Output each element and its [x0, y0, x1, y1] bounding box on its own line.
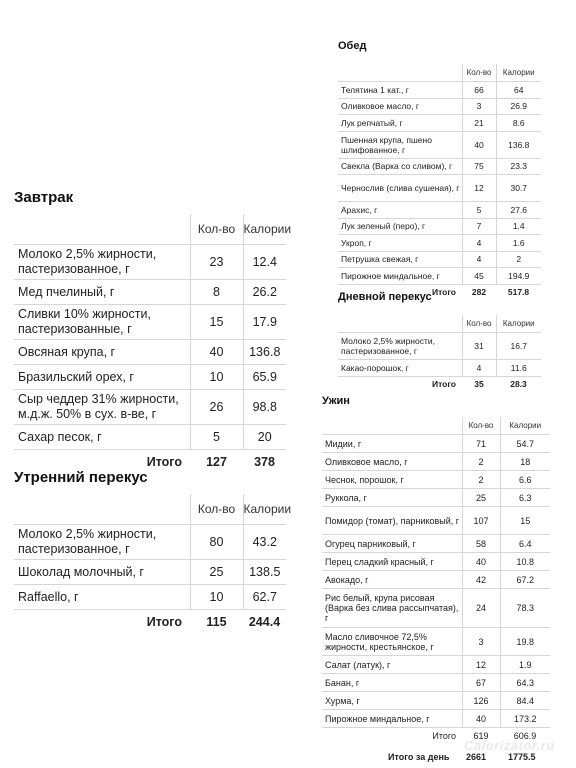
food-cal: 6.4 [500, 535, 550, 553]
qty-header: Кол-во [462, 417, 500, 435]
dinner-section [322, 395, 550, 744]
food-qty: 67 [462, 674, 500, 692]
food-name: Пирожное миндальное, г [322, 710, 462, 728]
food-cal: 54.7 [500, 435, 550, 453]
food-name: Рис белый, крупа рисовая (Варка без слива рассыпчатая), г [322, 589, 462, 628]
food-qty: 8 [190, 280, 243, 305]
afternoon-snack-section [338, 291, 541, 392]
total-label: Итого [146, 615, 182, 629]
food-qty: 75 [462, 158, 496, 175]
table-row [338, 251, 541, 268]
food-qty: 15 [190, 305, 243, 340]
food-qty: 10 [190, 365, 243, 390]
table-row [338, 98, 541, 115]
food-name: Огурец парниковый, г [322, 535, 462, 553]
cal-header: Калории [243, 214, 286, 245]
food-cal: 27.6 [496, 202, 541, 219]
food-qty: 45 [462, 268, 496, 285]
food-cal: 78.3 [500, 589, 550, 628]
total-label: Итого [146, 455, 182, 469]
food-cal: 20 [243, 425, 286, 450]
total-cal: 606.9 [513, 730, 537, 741]
cal-header: Калории [496, 315, 541, 333]
food-name: Оливковое масло, г [322, 453, 462, 471]
food-qty: 80 [190, 525, 243, 560]
total-qty: 35 [474, 379, 484, 390]
food-qty: 7 [462, 218, 496, 235]
food-qty: 5 [462, 202, 496, 219]
total-cal: 378 [254, 455, 275, 469]
food-name: Чернослив (слива сушеная), г [338, 175, 462, 202]
food-name: Сахар песок, г [14, 425, 190, 450]
table-row [322, 674, 550, 692]
table-row [322, 489, 550, 507]
day-total-label: Итого за день [388, 752, 450, 762]
food-cal: 136.8 [496, 131, 541, 158]
food-cal: 84.4 [500, 692, 550, 710]
food-name: Перец сладкий красный, г [322, 553, 462, 571]
food-name: Молоко 2,5% жирности, пастеризованное, г [338, 333, 462, 360]
table-row [14, 340, 286, 365]
table-row [14, 585, 286, 610]
total-cal: 28.3 [510, 379, 527, 390]
table-row [338, 131, 541, 158]
total-label: Итого [432, 287, 456, 298]
food-cal: 18 [500, 453, 550, 471]
total-row [338, 376, 541, 392]
table-row [14, 305, 286, 340]
food-cal: 98.8 [243, 390, 286, 425]
food-name: Лук зеленый (перо), г [338, 218, 462, 235]
food-cal: 2 [496, 251, 541, 268]
food-cal: 10.8 [500, 553, 550, 571]
qty-header: Кол-во [462, 64, 496, 82]
table-row [322, 656, 550, 674]
food-name: Оливковое масло, г [338, 98, 462, 115]
table-row [322, 710, 550, 728]
food-cal: 17.9 [243, 305, 286, 340]
food-qty: 12 [462, 656, 500, 674]
table-row [14, 365, 286, 390]
food-cal: 30.7 [496, 175, 541, 202]
breakfast-section [14, 189, 292, 474]
food-cal: 15 [500, 507, 550, 535]
food-qty: 4 [462, 235, 496, 252]
food-name: Чеснок, порошок, г [322, 471, 462, 489]
dinner-title: Ужин [322, 395, 350, 407]
total-label: Итого [432, 730, 456, 741]
table-header [14, 214, 286, 245]
total-qty: 619 [473, 730, 489, 741]
food-qty: 2 [462, 453, 500, 471]
total-row [14, 610, 286, 635]
food-qty: 71 [462, 435, 500, 453]
cal-header: Калории [500, 417, 550, 435]
food-qty: 107 [462, 507, 500, 535]
breakfast-table [14, 214, 292, 474]
food-qty: 12 [462, 175, 496, 202]
food-name: Raffaello, г [14, 585, 190, 610]
table-row [322, 553, 550, 571]
qty-header: Кол-во [462, 315, 496, 333]
table-row [338, 268, 541, 285]
day-total-cal: 1775.5 [508, 752, 536, 762]
table-row [338, 235, 541, 252]
food-cal: 194.9 [496, 268, 541, 285]
food-cal: 8.6 [496, 115, 541, 132]
table-row [338, 158, 541, 175]
food-qty: 25 [462, 489, 500, 507]
food-name: Бразильский орех, г [14, 365, 190, 390]
food-qty: 24 [462, 589, 500, 628]
table-row [322, 453, 550, 471]
food-qty: 26 [190, 390, 243, 425]
table-row [14, 425, 286, 450]
food-cal: 26.2 [243, 280, 286, 305]
food-cal: 136.8 [243, 340, 286, 365]
food-qty: 42 [462, 571, 500, 589]
food-name: Салат (латук), г [322, 656, 462, 674]
food-cal: 64 [496, 82, 541, 99]
food-qty: 4 [462, 360, 496, 377]
food-name: Мидии, г [322, 435, 462, 453]
table-row [322, 471, 550, 489]
total-qty: 282 [471, 287, 487, 298]
food-name: Масло сливочное 72,5% жирности, крестьянское, г [322, 628, 462, 656]
food-qty: 40 [190, 340, 243, 365]
food-name: Авокадо, г [322, 571, 462, 589]
total-qty: 115 [206, 615, 227, 629]
food-cal: 6.6 [500, 471, 550, 489]
food-cal: 65.9 [243, 365, 286, 390]
lunch-table [338, 64, 541, 300]
morning-snack-title: Утренний перекус [14, 469, 148, 486]
food-qty: 40 [462, 710, 500, 728]
food-cal: 173.2 [500, 710, 550, 728]
food-name: Молоко 2,5% жирности, пастеризованное, г [14, 245, 190, 280]
food-cal: 1.6 [496, 235, 541, 252]
lunch-title: Обед [338, 40, 367, 52]
dinner-table [322, 417, 550, 744]
food-name: Петрушка свежая, г [338, 251, 462, 268]
qty-header: Кол-во [190, 494, 243, 525]
food-qty: 40 [462, 131, 496, 158]
food-name: Какао-порошок, г [338, 360, 462, 377]
table-row [338, 333, 541, 360]
table-row [322, 589, 550, 628]
food-name: Овсяная крупа, г [14, 340, 190, 365]
table-row [338, 360, 541, 377]
food-cal: 62.7 [243, 585, 286, 610]
food-name: Арахис, г [338, 202, 462, 219]
table-row [322, 692, 550, 710]
food-qty: 66 [462, 82, 496, 99]
day-total-qty: 2661 [466, 752, 487, 762]
food-name: Банан, г [322, 674, 462, 692]
food-name: Укроп, г [338, 235, 462, 252]
table-header [338, 64, 541, 82]
food-name: Мед пчелиный, г [14, 280, 190, 305]
food-qty: 5 [190, 425, 243, 450]
cal-header: Калории [496, 64, 541, 82]
food-name: Телятина 1 кат., г [338, 82, 462, 99]
table-row [14, 525, 286, 560]
table-row [322, 535, 550, 553]
afternoon-snack-table [338, 315, 541, 392]
food-cal: 12.4 [243, 245, 286, 280]
table-row [322, 435, 550, 453]
food-name: Пшенная крупа, пшено шлифованное, г [338, 131, 462, 158]
food-cal: 64.3 [500, 674, 550, 692]
food-cal: 1.9 [500, 656, 550, 674]
table-row [338, 82, 541, 99]
food-name: Сыр чеддер 31% жирности, м.д.ж. 50% в сух. в-ве, г [14, 390, 190, 425]
total-label: Итого [432, 379, 456, 390]
food-cal: 138.5 [243, 560, 286, 585]
food-qty: 126 [462, 692, 500, 710]
food-qty: 2 [462, 471, 500, 489]
food-cal: 16.7 [496, 333, 541, 360]
table-row [322, 507, 550, 535]
food-cal: 43.2 [243, 525, 286, 560]
watermark: Calorizator.ru [464, 738, 555, 753]
food-qty: 3 [462, 98, 496, 115]
table-row [338, 218, 541, 235]
food-name: Молоко 2,5% жирности, пастеризованное, г [14, 525, 190, 560]
table-row [338, 202, 541, 219]
morning-snack-section [14, 469, 292, 634]
food-name: Руккола, г [322, 489, 462, 507]
food-cal: 67.2 [500, 571, 550, 589]
total-qty: 127 [206, 455, 227, 469]
food-cal: 11.6 [496, 360, 541, 377]
food-name: Пирожное миндальное, г [338, 268, 462, 285]
food-qty: 3 [462, 628, 500, 656]
table-row [322, 628, 550, 656]
total-cal: 517.8 [507, 287, 530, 298]
food-name: Хурма, г [322, 692, 462, 710]
lunch-section [338, 40, 541, 300]
table-row [14, 280, 286, 305]
breakfast-title: Завтрак [14, 189, 74, 206]
food-qty: 4 [462, 251, 496, 268]
food-qty: 10 [190, 585, 243, 610]
table-header [338, 315, 541, 333]
food-qty: 58 [462, 535, 500, 553]
food-name: Помидор (томат), парниковый, г [322, 507, 462, 535]
table-row [14, 390, 286, 425]
table-header [322, 417, 550, 435]
total-cal: 244.4 [248, 615, 281, 629]
food-name: Лук репчатый, г [338, 115, 462, 132]
food-cal: 23.3 [496, 158, 541, 175]
table-row [338, 115, 541, 132]
food-qty: 21 [462, 115, 496, 132]
food-name: Шоколад молочный, г [14, 560, 190, 585]
food-qty: 31 [462, 333, 496, 360]
morning-snack-table [14, 494, 292, 634]
table-row [322, 571, 550, 589]
food-cal: 6.3 [500, 489, 550, 507]
qty-header: Кол-во [190, 214, 243, 245]
food-cal: 1.4 [496, 218, 541, 235]
food-name: Свекла (Варка со сливом), г [338, 158, 462, 175]
food-qty: 23 [190, 245, 243, 280]
table-row [14, 560, 286, 585]
food-qty: 25 [190, 560, 243, 585]
table-row [14, 245, 286, 280]
food-cal: 26.9 [496, 98, 541, 115]
table-row [338, 175, 541, 202]
table-header [14, 494, 286, 525]
food-name: Сливки 10% жирности, пастеризованные, г [14, 305, 190, 340]
food-cal: 19.8 [500, 628, 550, 656]
food-qty: 40 [462, 553, 500, 571]
cal-header: Калории [243, 494, 286, 525]
afternoon-snack-title: Дневной перекус [338, 291, 432, 303]
